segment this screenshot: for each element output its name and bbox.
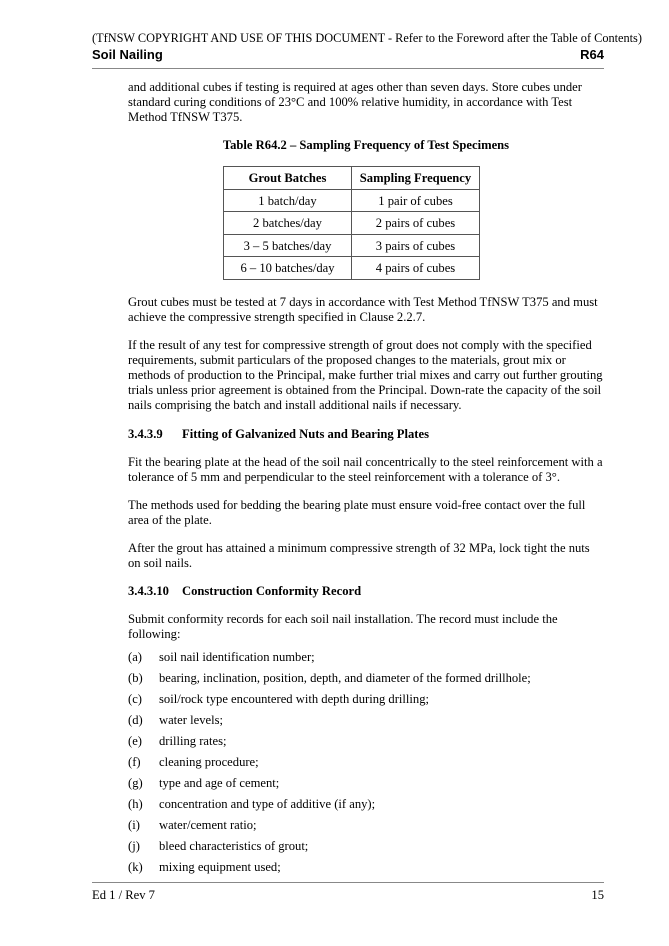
list-item <box>128 797 604 818</box>
list-item-label: (c) <box>128 692 142 707</box>
table-cell: 4 pairs of cubes <box>352 257 480 280</box>
copyright-notice: (TfNSW COPYRIGHT AND USE OF THIS DOCUMENT - Refer to the Foreword after the Table of Contents) <box>92 31 642 45</box>
list-item-text: type and age of cement; <box>159 776 280 791</box>
list-item-label: (b) <box>128 671 143 686</box>
table-row <box>224 234 480 257</box>
list-item-label: (g) <box>128 776 143 791</box>
table-cell: 2 batches/day <box>224 212 352 235</box>
spec-code: R64 <box>580 47 604 62</box>
column-header: Grout Batches <box>224 167 352 190</box>
list-item-label: (a) <box>128 650 142 665</box>
list-item-label: (k) <box>128 860 143 875</box>
section-heading-3-4-3-9 <box>128 427 604 442</box>
list-item <box>128 671 604 692</box>
table-cell: 2 pairs of cubes <box>352 212 480 235</box>
list-item <box>128 818 604 839</box>
list-item-label: (f) <box>128 755 141 770</box>
list-item-text: water levels; <box>159 713 223 728</box>
intro-paragraph: and additional cubes if testing is required at ages other than seven days. Store cubes under standard curing conditions of 23°C and 100% relative humidity, in accordance with Test Method TfNSW T375. <box>128 80 582 125</box>
page-body <box>128 80 604 881</box>
list-item-label: (h) <box>128 797 143 812</box>
bearing-plate-paragraph: Fit the bearing plate at the head of the soil nail concentrically to the steel reinforcement with a tolerance of 5 mm and perpendicular to the steel reinforcement with a tolerance of 3°. <box>128 454 603 484</box>
table-cell: 1 pair of cubes <box>352 189 480 212</box>
table-row <box>224 212 480 235</box>
list-item-label: (d) <box>128 713 143 728</box>
list-item <box>128 713 604 734</box>
section-heading-3-4-3-10 <box>128 584 604 599</box>
table-row <box>224 189 480 212</box>
list-item <box>128 860 604 881</box>
column-header: Sampling Frequency <box>352 167 480 190</box>
bedding-paragraph: The methods used for bedding the bearing plate must ensure void-free contact over the full area of the plate. <box>128 497 586 527</box>
cube-testing-paragraph: Grout cubes must be tested at 7 days in accordance with Test Method TfNSW T375 and must achieve the compressive strength specified in Clause 2.2.7. <box>128 294 598 324</box>
section-number: 3.4.3.10 <box>128 584 169 599</box>
edition-label: Ed 1 / Rev 7 <box>92 888 155 902</box>
page-footer <box>92 888 604 903</box>
list-item <box>128 692 604 713</box>
sampling-frequency-table <box>223 166 480 280</box>
table-caption: Table R64.2 – Sampling Frequency of Test Specimens <box>222 138 510 153</box>
table-cell: 3 pairs of cubes <box>352 234 480 257</box>
conformity-intro-paragraph: Submit conformity records for each soil nail installation. The record must include the following: <box>128 612 558 642</box>
list-item-text: bleed characteristics of grout; <box>159 839 309 854</box>
list-item <box>128 776 604 797</box>
list-item-label: (i) <box>128 818 140 833</box>
list-item <box>128 650 604 671</box>
conformity-record-list <box>128 650 604 881</box>
table-header-row <box>224 167 480 190</box>
list-item-text: cleaning procedure; <box>159 755 259 770</box>
list-item <box>128 839 604 860</box>
noncompliance-paragraph: If the result of any test for compressive strength of grout does not comply with the specified requirements, submit particulars of the proposed changes to the materials, grout mix or methods of production to the Principal, make further trial mixes and carry out further grouting trials unless prior agreement is obtained from the Principal. Down-rate the capacity of the soil nails comprising the batch and install additional nails if necessary. <box>128 338 603 413</box>
list-item-label: (j) <box>128 839 140 854</box>
table-cell: 1 batch/day <box>224 189 352 212</box>
list-item-text: mixing equipment used; <box>159 860 281 875</box>
list-item <box>128 755 604 776</box>
section-title: Fitting of Galvanized Nuts and Bearing Plates <box>182 426 429 441</box>
page-number: 15 <box>591 888 604 902</box>
section-number: 3.4.3.9 <box>128 426 163 441</box>
table-cell: 3 – 5 batches/day <box>224 234 352 257</box>
lock-nuts-paragraph: After the grout has attained a minimum compressive strength of 32 MPa, lock tight the nuts on soil nails. <box>128 540 590 570</box>
list-item-text: drilling rates; <box>159 734 227 749</box>
table-cell: 6 – 10 batches/day <box>224 257 352 280</box>
list-item-text: concentration and type of additive (if any); <box>159 797 376 812</box>
table-row <box>224 257 480 280</box>
list-item-text: bearing, inclination, position, depth, and diameter of the formed drillhole; <box>159 671 531 686</box>
list-item-text: water/cement ratio; <box>159 818 257 833</box>
document-title: Soil Nailing <box>92 47 163 62</box>
list-item <box>128 734 604 755</box>
list-item-label: (e) <box>128 734 142 749</box>
header-rule <box>92 68 604 69</box>
running-header <box>92 47 604 63</box>
list-item-text: soil nail identification number; <box>159 650 315 665</box>
section-title: Construction Conformity Record <box>182 584 362 599</box>
list-item-text: soil/rock type encountered with depth during drilling; <box>159 692 430 707</box>
footer-rule <box>92 882 604 883</box>
